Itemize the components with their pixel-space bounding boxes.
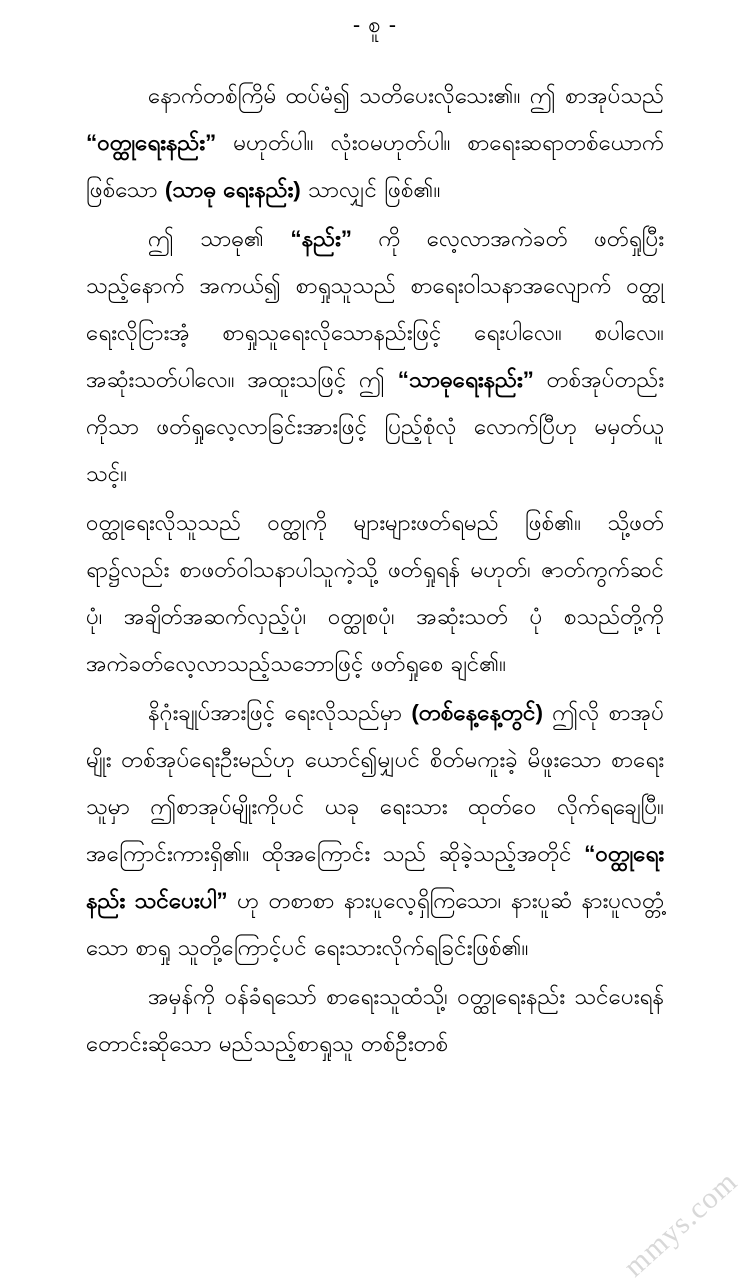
para-2-run-4: တစ်အုပ်တည်းကိုသာ ဖတ်ရှုလေ့လာခြင်းအားဖြင့် ပြည့်စုံလုံ လောက်ပြီဟု မမှတ်ယူသင့်။ [86,367,664,486]
para-1-run-2: မဟုတ်ပါ။ လုံးဝမဟုတ်ပါ။ စာရေးဆရာတစ်ယောက် ဖြစ်သော [86,130,664,202]
para-4-run-4: ဟု တစာစာ နားပူလေ့ရှိကြသော၊ နားပူဆံ နားပူလတ္တံ့သော စာရှု သူတို့ကြောင့်ပင် ရေးသားလိုက်ရခြင်းဖြစ်၏။ [86,888,664,960]
para-4-run-1: (တစ်နေ့နေ့တွင်) [411,700,544,725]
page-body [86,72,664,1069]
paragraph-4 [86,689,664,971]
para-2-run-3: “သာဓုရေးနည်း” [397,367,534,392]
para-2-run-2: ကို လေ့လာအကဲခတ် ဖတ်ရှုပြီးသည့်နောက် အကယ်၍ စာရှုသူသည် စာရေးဝါသနာအလျောက် ဝတ္ထုရေးလိုငြားအံ့ စာရှုသူရေးလိုသောနည်းဖြင့် ရေးပါလေ။ စပါလေ။ အဆုံးသတ်ပါလေ။ အထူးသဖြင့် ဤ [86,226,664,392]
paragraph-5 [86,973,664,1067]
paragraph-3 [86,499,664,687]
para-1-run-3: (သာဓု ရေးနည်း) [164,177,301,202]
paragraph-2 [86,215,664,497]
page-number-header: - စူ - [352,12,398,37]
para-5-run-0: အမှန်ကို ဝန်ခံရသော် စာရေးသူထံသို့၊ ဝတ္ထုရေးနည်း သင်ပေးရန် တောင်းဆိုသော မည်သည့်စာရှုသူ တစ်ဦးတစ် [86,984,664,1056]
watermark: mmys.com [616,1164,744,1284]
para-4-run-0: နိဂုံးချုပ်အားဖြင့် ရေးလိုသည်မှာ [148,700,412,725]
paragraph-1 [86,72,664,213]
para-1-run-0: နောက်တစ်ကြိမ် ထပ်မံ၍ သတိပေးလိုသေး၏။ ဤ စာအုပ်သည် [148,83,664,108]
para-1-run-4: သာလျှင် ဖြစ်၏။ [300,177,441,202]
para-2-run-1: “နည်း” [290,226,352,251]
para-4-run-3: “ဝတ္ထုရေးနည်း သင်ပေးပါ” [86,841,664,913]
para-3-run-0: ဝတ္ထုရေးလိုသူသည် ဝတ္ထုကို များများဖတ်ရမည် ဖြစ်၏။ သို့ဖတ်ရာ၌လည်း စာဖတ်ဝါသနာပါသူကဲ့သို့ ဖတ်ရှုရန် မဟုတ်၊ ဇာတ်ကွက်ဆင်ပုံ၊ အချိတ်အဆက်လှည့်ပုံ၊ ဝတ္ထုစပုံ၊ အဆုံးသတ် ပုံ စသည်တို့ကို အကဲခတ်လေ့လာသည့်သဘောဖြင့် ဖတ်ရှုစေ ချင်၏။ [86,510,664,676]
para-1-run-1: “ဝတ္ထုရေးနည်း” [86,130,217,155]
para-2-run-0: ဤ သာဓု၏ [148,226,291,251]
para-4-run-2: ဤလို စာအုပ်မျိုး တစ်အုပ်ရေးဦးမည်ဟု ယောင်၍မျှပင် စိတ်မကူးခဲ့ မိဖူးသော စာရေးသူမှာ ဤစာအုပ်မျိုးကိုပင် ယခု ရေးသား ထုတ်ဝေ လိုက်ရချေပြီ။ အကြောင်းကားရှိ၏။ ထိုအကြောင်း သည် ဆိုခဲ့သည့်အတိုင် [86,700,664,866]
